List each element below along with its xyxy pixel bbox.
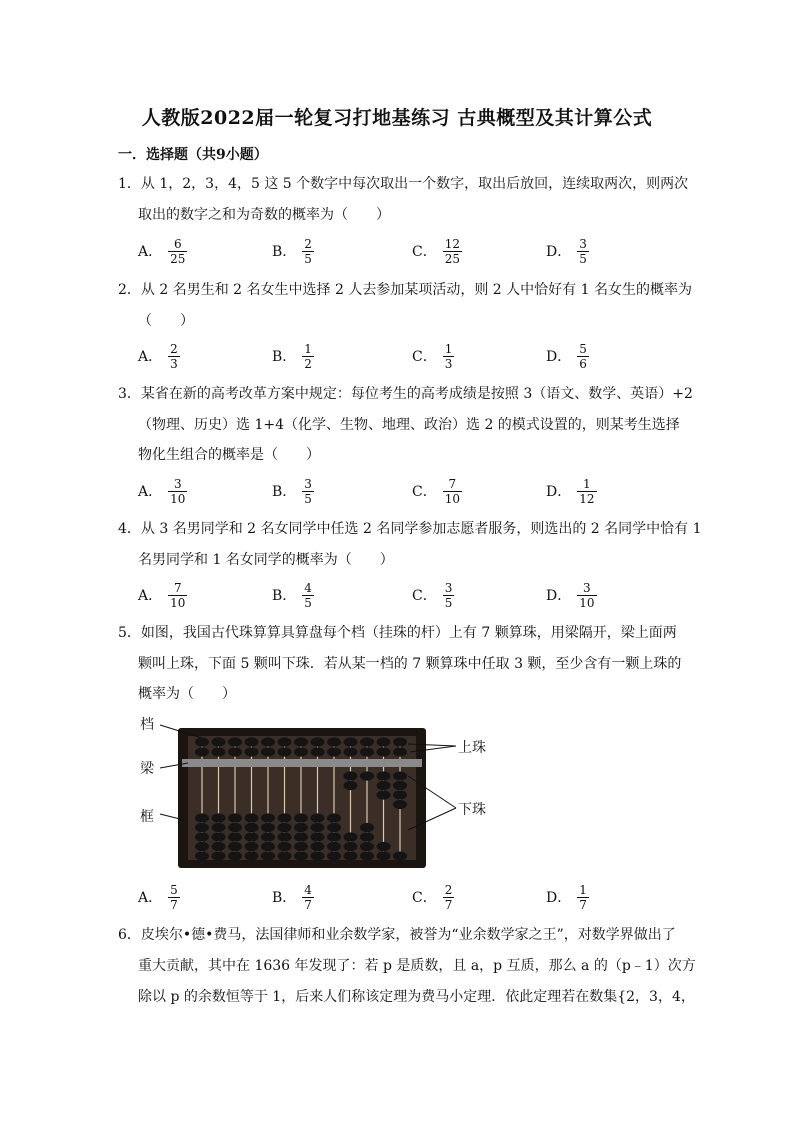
lower-bead <box>360 771 374 780</box>
lower-bead <box>212 813 226 822</box>
q2-option-a[interactable]: A． $\frac{2}{3}$ <box>138 341 178 371</box>
upper-bead <box>294 737 308 746</box>
upper-bead <box>212 737 226 746</box>
lower-bead <box>294 842 308 851</box>
lower-bead <box>327 832 341 841</box>
q1-option-a[interactable]: A． $\frac{6}{25}$ <box>138 236 186 266</box>
q3-options <box>138 472 698 510</box>
lower-bead <box>294 832 308 841</box>
q3-option-a[interactable]: A． $\frac{3}{10}$ <box>138 476 186 506</box>
abacus-beam <box>182 759 422 767</box>
q1-line-2: 取出的数字之和为奇数的概率为（ ） <box>138 207 390 223</box>
lower-bead <box>278 851 292 860</box>
lower-bead <box>311 842 325 851</box>
q5-option-c[interactable]: C． $\frac{2}{7}$ <box>412 882 453 912</box>
abacus-illustration <box>138 712 498 870</box>
lower-bead <box>311 823 325 832</box>
lower-bead <box>360 851 374 860</box>
lower-bead <box>212 823 226 832</box>
upper-bead <box>360 737 374 746</box>
q1-option-b[interactable]: B． $\frac{2}{5}$ <box>272 236 312 266</box>
lower-bead <box>228 813 242 822</box>
lower-bead <box>360 832 374 841</box>
lower-bead <box>344 781 358 790</box>
label-dang: 档 <box>140 717 154 733</box>
upper-bead <box>327 747 341 756</box>
lower-bead <box>344 842 358 851</box>
upper-bead <box>311 737 325 746</box>
q3-line-1: 3．某省在新的高考改革方案中规定：每位考生的高考成绩是按照 3（语文、数学、英语）+2 <box>118 386 693 402</box>
lower-bead <box>360 823 374 832</box>
lower-bead <box>278 813 292 822</box>
lower-bead <box>212 842 226 851</box>
lower-bead <box>261 851 275 860</box>
label-liang: 梁 <box>140 761 154 777</box>
lower-bead <box>377 771 391 780</box>
lower-bead <box>245 842 259 851</box>
lower-bead <box>261 813 275 822</box>
lower-bead <box>377 781 391 790</box>
label-shangzhu: 上珠 <box>458 740 486 756</box>
q6-line-1: 6．皮埃尔•德•费马，法国律师和业余数学家，被誉为“业余数学家之王”，对数学界做出了 <box>118 927 676 943</box>
lower-bead <box>195 823 209 832</box>
lower-bead <box>327 851 341 860</box>
q5-line-2: 颗叫上珠，下面 5 颗叫下珠．若从某一档的 7 颗算珠中任取 3 颗，至少含有一颗上珠的 <box>138 656 682 672</box>
q4-option-c[interactable]: C． $\frac{3}{5}$ <box>412 580 453 610</box>
upper-bead <box>311 747 325 756</box>
q5-options <box>138 878 698 916</box>
lower-bead <box>393 800 407 809</box>
lower-bead <box>278 823 292 832</box>
q2-option-c[interactable]: C． $\frac{1}{3}$ <box>412 341 453 371</box>
q5-option-d[interactable]: D． $\frac{1}{7}$ <box>546 882 587 912</box>
lower-bead <box>245 823 259 832</box>
lower-bead <box>228 823 242 832</box>
lower-bead <box>195 813 209 822</box>
label-xiazhu: 下珠 <box>458 802 486 818</box>
q3-line-2: （物理、历史）选 1+4（化学、生物、地理、政治）选 2 的模式设置的，则某考生选择 <box>138 417 680 433</box>
upper-bead <box>327 737 341 746</box>
upper-bead <box>228 747 242 756</box>
lower-bead <box>228 851 242 860</box>
lower-bead <box>294 823 308 832</box>
lower-bead <box>327 813 341 822</box>
lower-bead <box>360 842 374 851</box>
lower-bead <box>294 851 308 860</box>
lower-bead <box>393 781 407 790</box>
upper-bead <box>294 747 308 756</box>
page-title: 人教版2022届一轮复习打地基练习 古典概型及其计算公式 <box>141 107 653 129</box>
lower-bead <box>228 832 242 841</box>
q3-option-d[interactable]: D． $\frac{1}{12}$ <box>546 476 595 506</box>
lower-bead <box>294 813 308 822</box>
upper-bead <box>195 747 209 756</box>
lower-bead <box>245 832 259 841</box>
lower-bead <box>212 851 226 860</box>
lower-bead <box>261 842 275 851</box>
lower-bead <box>344 832 358 841</box>
lower-bead <box>195 842 209 851</box>
lower-bead <box>393 771 407 780</box>
lower-bead <box>278 842 292 851</box>
q2-line-2: （ ） <box>138 313 194 329</box>
q1-options <box>138 232 698 270</box>
q3-option-b[interactable]: B． $\frac{3}{5}$ <box>272 476 312 506</box>
q4-option-a[interactable]: A． $\frac{7}{10}$ <box>138 580 186 610</box>
upper-bead <box>393 747 407 756</box>
lower-bead <box>195 851 209 860</box>
lower-bead <box>327 842 341 851</box>
lower-bead <box>393 790 407 799</box>
upper-bead <box>344 747 358 756</box>
lower-bead <box>212 832 226 841</box>
lower-bead <box>311 851 325 860</box>
lower-bead <box>311 832 325 841</box>
q5-line-1: 5．如图，我国古代珠算算具算盘每个档（挂珠的杆）上有 7 颗算珠，用梁隔开，梁上面两 <box>118 625 677 641</box>
lower-bead <box>377 842 391 851</box>
upper-bead <box>228 737 242 746</box>
lower-bead <box>377 790 391 799</box>
q2-option-d[interactable]: D． $\frac{5}{6}$ <box>546 341 587 371</box>
lower-bead <box>195 832 209 841</box>
lower-bead <box>261 823 275 832</box>
q1-line-1: 1．从 1，2，3，4，5 这 5 个数字中每次取出一个数字，取出后放回，连续取两次，则两次 <box>118 176 689 192</box>
lower-bead <box>245 813 259 822</box>
upper-bead <box>377 737 391 746</box>
lower-bead <box>327 823 341 832</box>
q4-line-1: 4．从 3 名男同学和 2 名女同学中任选 2 名同学参加志愿者服务，则选出的 2 名同学中恰有 1 <box>118 521 702 537</box>
abacus-figure <box>138 712 498 870</box>
q2-options <box>138 337 698 375</box>
label-kuang: 框 <box>140 809 154 825</box>
upper-bead <box>245 747 259 756</box>
lower-bead <box>278 832 292 841</box>
upper-bead <box>344 737 358 746</box>
lower-bead <box>377 851 391 860</box>
lower-bead <box>245 851 259 860</box>
q5-option-a[interactable]: A． $\frac{5}{7}$ <box>138 882 178 912</box>
q5-option-b[interactable]: B． $\frac{4}{7}$ <box>272 882 312 912</box>
q4-option-b[interactable]: B． $\frac{4}{5}$ <box>272 580 312 610</box>
upper-bead <box>360 747 374 756</box>
upper-bead <box>278 747 292 756</box>
upper-bead <box>278 737 292 746</box>
upper-bead <box>195 737 209 746</box>
q4-options <box>138 576 698 614</box>
lower-bead <box>393 851 407 860</box>
q6-line-3: 除以 p 的余数恒等于 1，后来人们称该定理为费马小定理．依此定理若在数集{2，3，4， <box>138 989 695 1005</box>
lower-bead <box>344 771 358 780</box>
upper-bead <box>261 737 275 746</box>
q4-option-d[interactable]: D． $\frac{3}{10}$ <box>546 580 595 610</box>
q3-line-3: 物化生组合的概率是（ ） <box>138 447 320 463</box>
q2-option-b[interactable]: B． $\frac{1}{2}$ <box>272 341 312 371</box>
lower-bead <box>228 842 242 851</box>
lower-bead <box>311 813 325 822</box>
upper-bead <box>377 747 391 756</box>
q1-option-c[interactable]: C． $\frac{12}{25}$ <box>412 236 460 266</box>
q1-option-d[interactable]: D． $\frac{3}{5}$ <box>546 236 587 266</box>
upper-bead <box>393 737 407 746</box>
upper-bead <box>212 747 226 756</box>
q5-line-3: 概率为（ ） <box>138 686 236 702</box>
upper-bead <box>261 747 275 756</box>
lower-bead <box>261 832 275 841</box>
q4-line-2: 名男同学和 1 名女同学的概率为（ ） <box>138 552 394 568</box>
upper-bead <box>245 737 259 746</box>
q3-option-c[interactable]: C． $\frac{7}{10}$ <box>412 476 460 506</box>
section-heading: 一．选择题（共9小题） <box>118 147 268 163</box>
q2-line-1: 2．从 2 名男生和 2 名女生中选择 2 人去参加某项活动，则 2 人中恰好有 1 名女生的概率为 <box>118 282 692 298</box>
lower-bead <box>344 851 358 860</box>
q6-line-2: 重大贡献，其中在 1636 年发现了：若 p 是质数，且 a，p 互质，那么 a 的（p﹣1）次方 <box>138 958 696 974</box>
